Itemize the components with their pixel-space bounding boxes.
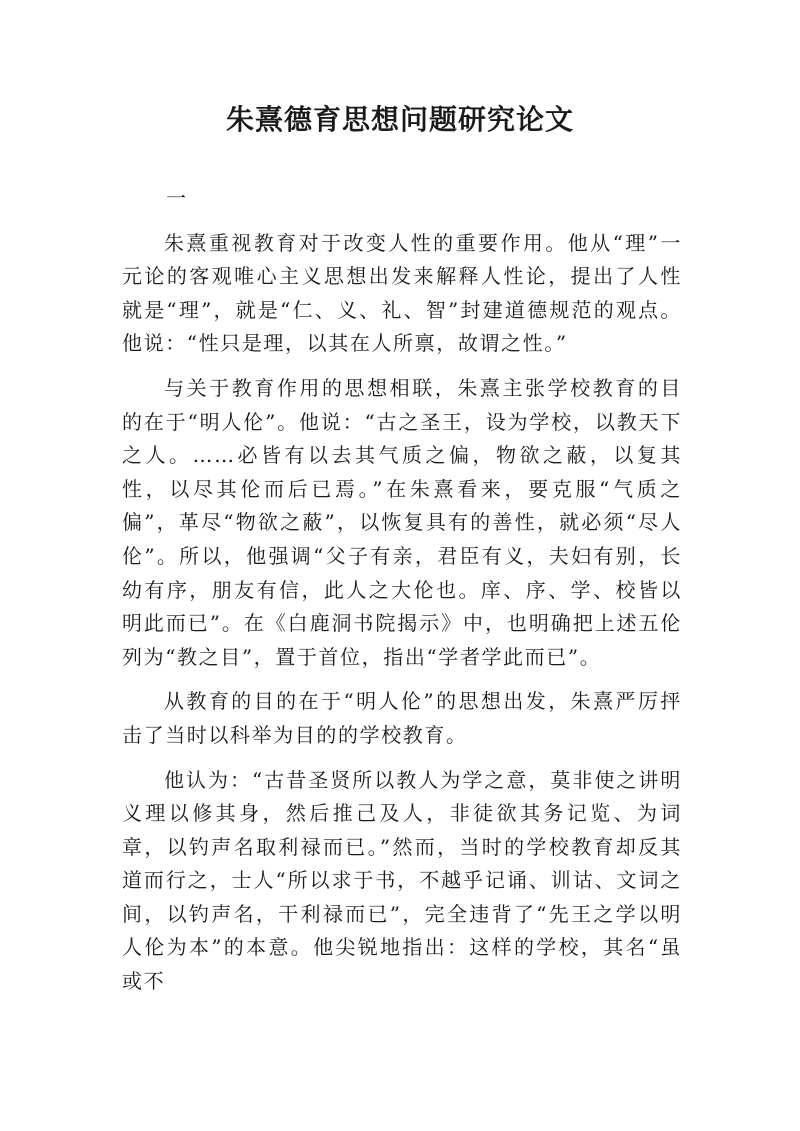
paragraph-3: 从教育的目的在于“明人伦”的思想出发，朱熹严厉抨击了当时以科举为目的的学校教育。 bbox=[122, 689, 682, 747]
paragraph-4: 他认为：“古昔圣贤所以教人为学之意，莫非使之讲明义理以修其身，然后推己及人，非徒欲其务记览、为词章，以钓声名取利禄而已。”然而，当时的学校教育却反其道而行之，士人“所以求于书，不越乎记诵、训诂、文词之间，以钓声名，干利禄而已”，完全违背了“先王之学以明人伦为本”的本意。他尖锐地指出：这样的学校，其名“虽或不 bbox=[122, 767, 682, 994]
paragraph-1: 朱熹重视教育对于改变人性的重要作用。他从“理”一元论的客观唯心主义思想出发来解释人性论，提出了人性就是“理”，就是“仁、义、礼、智”封建道德规范的观点。他说：“性只是理，以其在人所禀，故谓之性。” bbox=[122, 230, 682, 356]
document-title: 朱熹德育思想问题研究论文 bbox=[225, 103, 574, 136]
paragraph-2: 与关于教育作用的思想相联，朱熹主张学校教育的目的在于“明人伦”。他说：“古之圣王，设为学校，以教天下之人。……必皆有以去其气质之偏，物欲之蔽，以复其性，以尽其伦而后已焉。”在朱熹看来，要克服“气质之偏”，革尽“物欲之蔽”，以恢复具有的善性，就必须“尽人伦”。所以，他强调“父子有亲，君臣有义，夫妇有别，长幼有序，朋友有信，此人之大伦也。庠、序、学、校皆以明此而已”。在《白鹿洞书院揭示》中，也明确把上述五伦列为“教之目”，置于首位，指出“学者学此而已”。 bbox=[122, 375, 682, 669]
section-number: 一 bbox=[166, 186, 188, 210]
document-body bbox=[122, 182, 682, 1010]
